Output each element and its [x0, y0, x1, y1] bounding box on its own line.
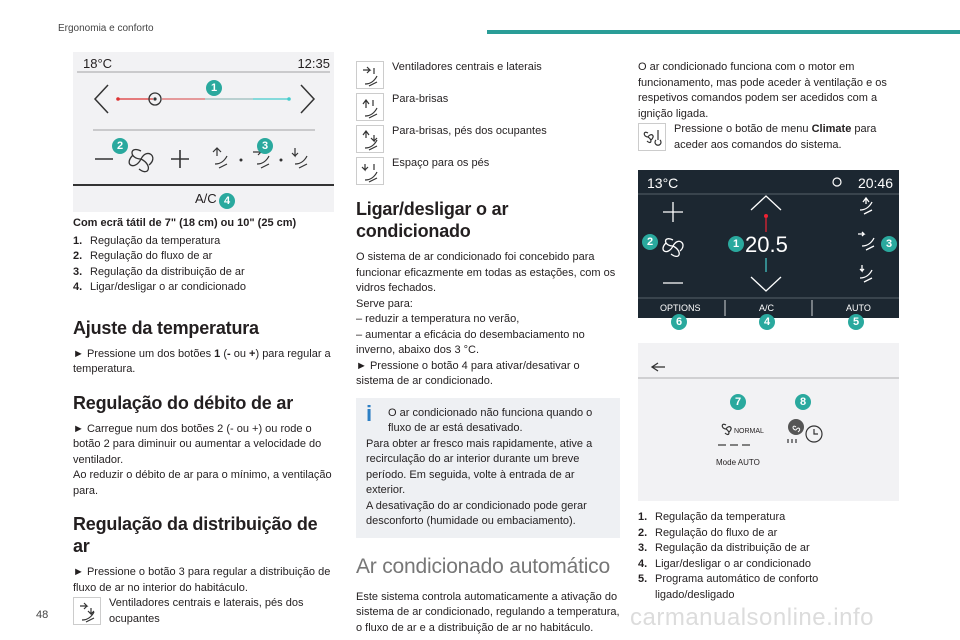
legend-list-auto: [638, 510, 900, 603]
set-temperature: 20.5: [745, 232, 788, 257]
badge-8: 8: [795, 394, 811, 410]
windscreen-feet-icon: [356, 125, 384, 153]
watermark: carmanualsonline.info: [630, 604, 874, 631]
list-item: 2. Regulação do fluxo de ar: [638, 526, 778, 539]
screen-time: 12:35: [297, 56, 330, 71]
badge-1: 1: [728, 236, 744, 252]
paragraph-ac-purpose: Serve para:: [356, 297, 413, 310]
badge-7: 7: [730, 394, 746, 410]
touchscreen-illustration: [73, 52, 334, 212]
heading-distribution: Regulação da distribuição de ar: [73, 514, 318, 556]
section-header: Ergonomia e conforto: [58, 23, 154, 34]
badge-3: 3: [881, 236, 897, 252]
distribution-option: Para-brisas, pés dos ocupantes: [356, 124, 620, 156]
mode-auto-label: Mode AUTO: [716, 458, 760, 467]
windscreen-icon: [356, 93, 384, 121]
screen-caption: Com ecrã tátil de 7" (18 cm) ou 10" (25 cm): [73, 217, 297, 229]
vent-center-icon: [356, 61, 384, 89]
badge-5: 5: [848, 314, 864, 330]
paragraph-distribution: ► Pressione o botão 3 para regular a distribuição de fluxo de ar no interior do habitáculo.: [73, 566, 331, 594]
list-item: 4. Ligar/desligar o ar condicionado: [638, 557, 811, 570]
heading-ac: Ligar/desligar o ar condicionado: [356, 199, 509, 241]
climate-menu-row: Pressione o botão de menu Climate para aceder aos comandos do sistema.: [638, 122, 900, 156]
page-number: 48: [36, 609, 49, 621]
heading-airflow: Regulação do débito de ar: [73, 392, 294, 413]
badge-3: 3: [257, 138, 273, 154]
paragraph-ac-button: ► Pressione o botão 4 para ativar/desativar o sistema de ar condicionado.: [356, 359, 580, 387]
right-column: [638, 60, 900, 156]
heading-temperature: Ajuste da temperatura: [73, 317, 259, 338]
badge-4: 4: [759, 314, 775, 330]
ac-label: A/C: [195, 191, 217, 206]
normal-label: NORMAL: [734, 428, 764, 435]
badge-2: 2: [642, 234, 658, 250]
paragraph-airflow-min: Ao reduzir o débito de ar para o mínimo, a ventilação para.: [73, 469, 332, 497]
tab-auto: AUTO: [846, 303, 871, 313]
distribution-option: Ventiladores centrais e laterais: [356, 60, 620, 92]
auto-mode-screen: [638, 343, 899, 501]
paragraph-ac-winter: – aumentar a eficácia do desembaciamento no inverno, abaixo dos 3 °C.: [356, 328, 585, 356]
list-item: 5. Programa automático de conforto ligado/desligado: [638, 573, 819, 601]
screen-temp: 18°C: [83, 56, 113, 71]
list-item: 1. Regulação da temperatura: [638, 511, 786, 523]
distribution-option: Ventiladores centrais e laterais, pés dos ocupantes: [73, 596, 335, 628]
climate-menu-icon: [638, 123, 666, 151]
heading-auto-ac: Ar condicionado automático: [356, 554, 610, 578]
info-note: i O ar condicionado não funciona quando o fluxo de ar está desativado. Para obter ar fresco mais rapidamente, ative a recirculação do ar interior durante um breve período. Em seguida, volte à entrada de ar exterior. A desativação do ar condicionado pode gerar desconforto (humidade ou embaciamento).: [356, 398, 620, 538]
paragraph-intro: O ar condicionado funciona com o motor em funcionamento, mas pode aceder à ventilação e os respetivos comandos podem ser acedidos com a ignição ligada.: [638, 61, 887, 120]
list-item: 4. Ligar/desligar o ar condicionado: [73, 281, 246, 293]
list-item: 2. Regulação do fluxo de ar: [73, 250, 213, 262]
legend-list: [73, 234, 335, 296]
auto-mode-graphic: [638, 343, 899, 501]
paragraph-temperature: ► Pressione um dos botões 1 (- ou +) para regular a temperatura.: [73, 347, 331, 375]
screen-temp: 13°C: [647, 175, 679, 191]
paragraph-ac: O sistema de ar condicionado foi concebido para funcionar eficazmente em todas as estações, com os vidros fechados.: [356, 251, 616, 294]
screen-time: 20:46: [857, 175, 893, 191]
list-item: 1. Regulação da temperatura: [73, 234, 221, 247]
badge-6: 6: [671, 314, 687, 330]
vent-feet-icon: [73, 597, 101, 625]
header-accent-bar: [487, 30, 960, 34]
tab-ac: A/C: [759, 303, 775, 313]
paragraph-airflow: ► Carregue num dos botões 2 (- ou +) ou rode o botão 2 para diminuir ou aumentar a velocidade do ventilador.: [73, 422, 322, 466]
info-icon: i: [366, 400, 373, 426]
distribution-option: Espaço para os pés: [356, 156, 620, 188]
temperature-slider-icon: [73, 52, 334, 212]
paragraph-auto-ac: Este sistema controla automaticamente a ativação do sistema de ar condicionado, regulando a temperatura, o fluxo de ar e a distribuição de ar no habitáculo.: [356, 590, 620, 634]
badge-1: 1: [206, 80, 222, 96]
list-item: 3. Regulação da distribuição de ar: [638, 542, 810, 554]
distribution-option: Para-brisas: [356, 92, 620, 124]
feet-icon: [356, 157, 384, 185]
paragraph-ac-summer: – reduzir a temperatura no verão,: [356, 313, 520, 325]
badge-2: 2: [112, 138, 128, 154]
climate-screen: [638, 170, 899, 318]
left-column: [73, 216, 335, 628]
middle-column: [356, 60, 620, 636]
badge-4: 4: [219, 193, 235, 209]
tab-options: OPTIONS: [660, 303, 701, 313]
list-item: 3. Regulação da distribuição de ar: [73, 265, 245, 278]
